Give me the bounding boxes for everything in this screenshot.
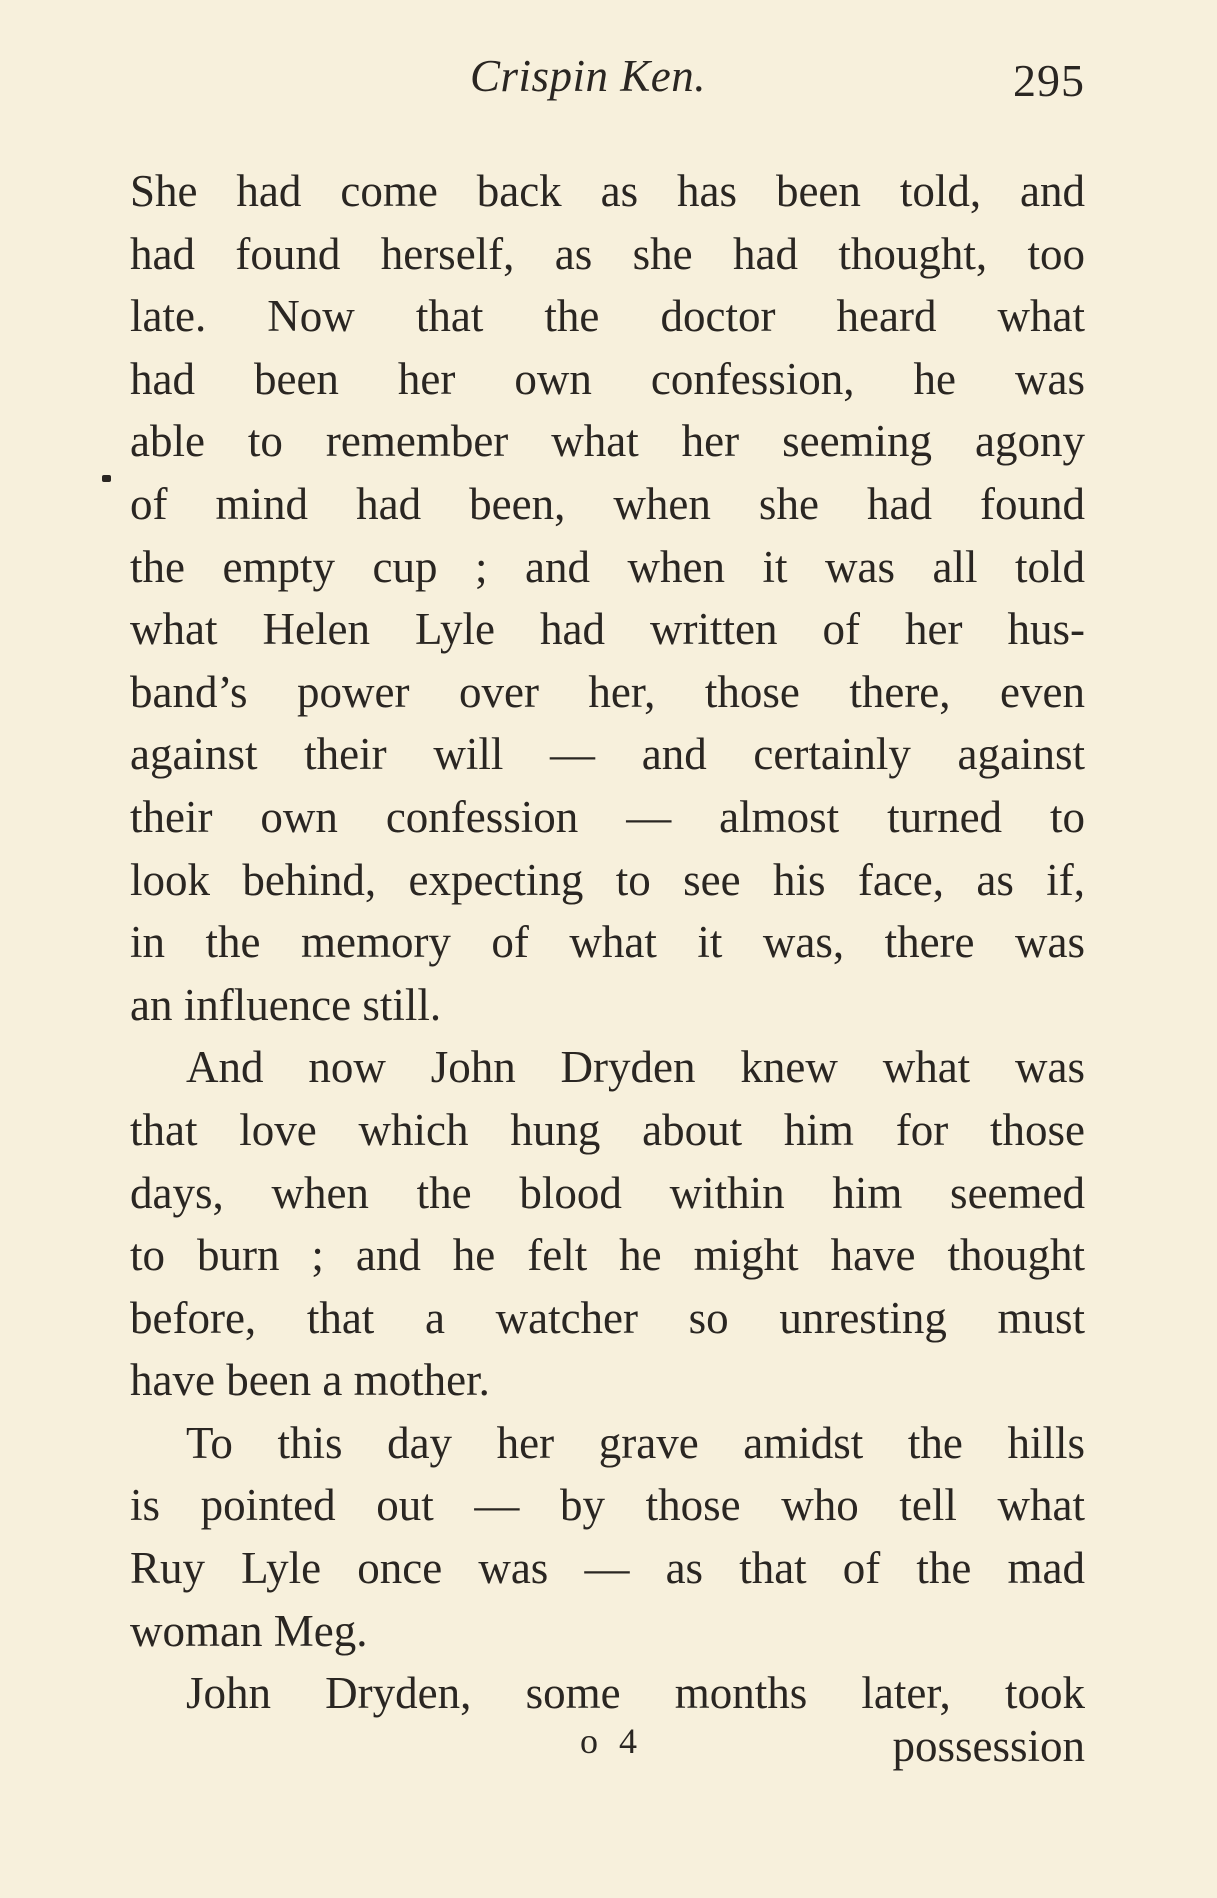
text-line: late. Now that the doctor heard what: [130, 291, 1085, 342]
text-line: to burn ; and he felt he might have thought: [130, 1230, 1085, 1281]
text-line: is pointed out — by those who tell what: [130, 1480, 1085, 1531]
text-line: that love which hung about him for those: [130, 1104, 1085, 1155]
margin-ink-mark: [102, 475, 111, 482]
text-line: She had come back as has been told, and: [130, 166, 1085, 216]
text-line: look behind, expecting to see his face, as if,: [130, 854, 1085, 905]
text-line: And now John Dryden knew what was: [186, 1042, 1085, 1093]
signature-mark: o 4: [580, 1721, 643, 1761]
catchword: possession: [892, 1721, 1085, 1771]
text-line: have been a mother.: [130, 1355, 490, 1406]
text-line: woman Meg.: [130, 1605, 368, 1656]
text-line: their own confession — almost turned to: [130, 791, 1085, 842]
text-line: To this day her grave amidst the hills: [186, 1417, 1085, 1468]
running-title: Crispin Ken.: [470, 51, 707, 101]
text-line: the empty cup ; and when it was all told: [130, 541, 1085, 592]
body-text: [130, 160, 1085, 1725]
text-line: against their will — and certainly against: [130, 729, 1085, 780]
text-line: had been her own confession, he was: [130, 353, 1085, 404]
text-line: band’s power over her, those there, even: [130, 666, 1085, 717]
text-line: what Helen Lyle had written of her hus-: [130, 604, 1085, 655]
text-line: in the memory of what it was, there was: [130, 917, 1085, 968]
running-head: [130, 50, 1085, 110]
text-line: before, that a watcher so unresting must: [130, 1292, 1085, 1343]
text-line: able to remember what her seeming agony: [130, 416, 1085, 467]
page-footer: [130, 1720, 1085, 1780]
text-line: John Dryden, some months later, took: [186, 1668, 1085, 1719]
text-line: an influence still.: [130, 979, 442, 1030]
text-line: Ruy Lyle once was — as that of the mad: [130, 1543, 1085, 1594]
text-line: had found herself, as she had thought, too: [130, 228, 1085, 279]
text-line: days, when the blood within him seemed: [130, 1167, 1085, 1218]
page-number: 295: [1013, 55, 1085, 106]
text-line: of mind had been, when she had found: [130, 478, 1085, 529]
